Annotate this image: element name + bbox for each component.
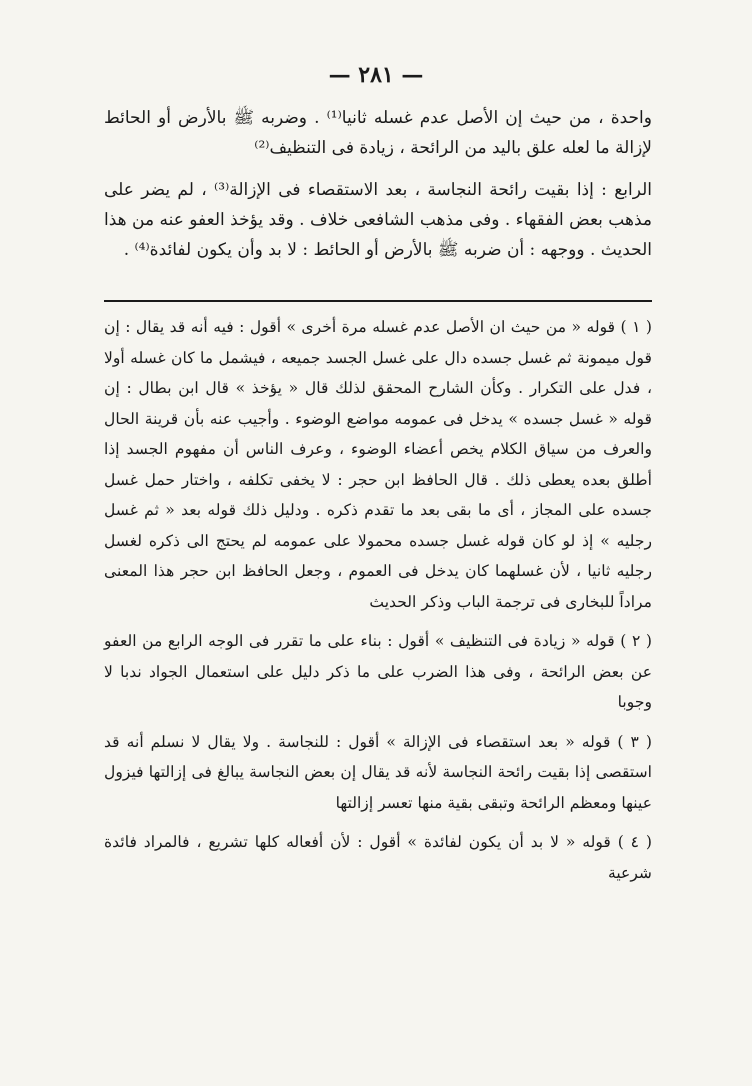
main-text <box>104 103 652 277</box>
footnote-4: ( ٤ ) قوله « لا بد أن يكون لفائدة » أقول : لأن أفعاله كلها تشريع ، فالمراد فائدة شرعية <box>104 833 652 882</box>
main-paragraph-2: الرابع : إذا بقيت رائحة النجاسة ، بعد الاستقصاء فى الإزالة⁽³⁾ ، لم يضر على مذهب بعض الفقهاء . وفى مذهب الشافعى خلاف . وقد يؤخذ العفو عنه من هذا الحديث . ووجهه : أن ضربه ﷺ بالأرض أو الحائط : لا بد وأن يكون لفائدة⁽⁴⁾ . <box>104 180 652 260</box>
main-paragraph-1: واحدة ، من حيث إن الأصل عدم غسله ثانيا⁽¹⁾ . وضربه ﷺ بالأرض أو الحائط لإزالة ما لعله علق باليد من الرائحة ، زيادة فى التنظيف⁽²⁾ <box>104 108 652 158</box>
footnotes <box>104 312 652 897</box>
footnote-2: ( ٢ ) قوله « زيادة فى التنظيف » أقول : بناء على ما تقرر فى الوجه الرابع من العفو عن بعض الرائحة ، وفى هذا الضرب على ما ذكر دليل على استعمال الجواد ندبا لا وجوبا <box>104 632 653 711</box>
footnote-3: ( ٣ ) قوله « بعد استقصاء فى الإزالة » أقول : للنجاسة . ولا يقال لا نسلم أنه قد استقصى إذا بقيت رائحة النجاسة لأنه قد يقال إن بعض النجاسة يبالغ فى إزالتها فيزول عينها ومعظم الرائحة وتبقى بقية منها تعسر إزالتها <box>104 732 652 812</box>
footnote-divider <box>104 300 652 302</box>
footnote-1: ( ١ ) قوله « من حيث ان الأصل عدم غسله مرة أخرى » أقول : فيه أنه قد يقال : إن قول ميمونة ثم غسل جسده دال على غسل الجسد جميعه ، فيشمل ما كان غسله أولا ، فدل على التكرار . وكأن الشارح المحقق لذلك قال « يؤخذ » قال ابن بطال : إن قوله « غسل جسده » يدخل فى عمومه مواضع الوضوء . وأجيب عنه بأن قرينة الحال والعرف من سياق الكلام يخص أعضاء الوضوء ، وعرف الناس أن مفهوم الجسد إذا أطلق بعده يعطى ذلك . قال الحافظ ابن حجر : لا يخفى تكلفه ، واختار حمل غسل جسده على المجاز ، أى ما بقى بعد ما تقدم ذكره . ودليل ذلك قوله بعد « ثم غسل رجليه » إذ لو كان قوله غسل جسده محمولا على عمومه لم يحتج الى ذكره لغسل رجليه ثانيا ، لأن غسلهما كان يدخل فى العموم ، وجعل الحافظ ابن حجر هذا المعنى مراداً للبخارى فى ترجمة الباب وذكر الحديث <box>104 318 652 611</box>
page-number: — ٢٨١ — <box>328 62 424 88</box>
